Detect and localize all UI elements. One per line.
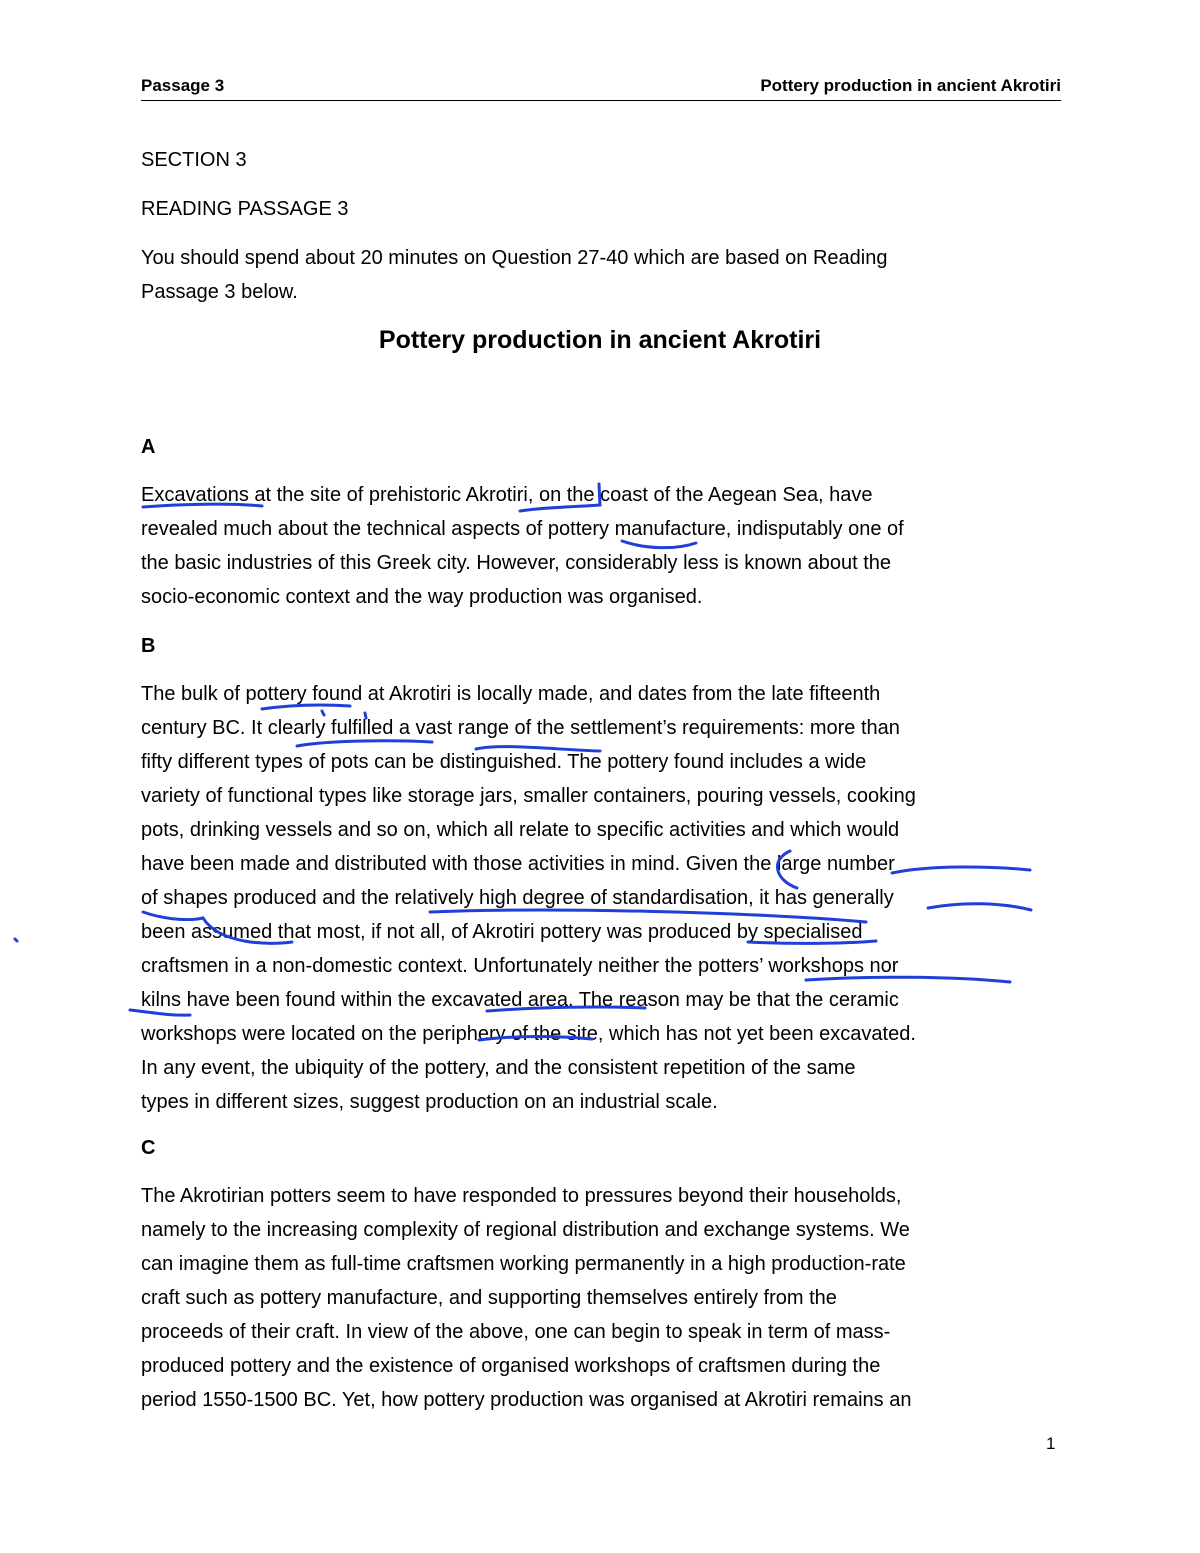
section-a-line: socio-economic context and the way production was organised. <box>141 586 703 608</box>
page-title: Pottery production in ancient Akrotiri <box>378 326 822 354</box>
section-b-line: types in different sizes, suggest production on an industrial scale. <box>141 1091 718 1113</box>
instruction-line-1: You should spend about 20 minutes on Question 27-40 which are based on Reading <box>141 247 888 269</box>
section-c-line: period 1550-1500 BC. Yet, how pottery production was organised at Akrotiri remains an <box>141 1389 912 1411</box>
section-a-line: the basic industries of this Greek city. However, considerably less is known about the <box>141 552 891 574</box>
instruction-line-2: Passage 3 below. <box>141 281 298 303</box>
section-a-line: Excavations at the site of prehistoric Akrotiri, on the coast of the Aegean Sea, have <box>141 484 873 506</box>
header-left: Passage 3 <box>141 76 225 95</box>
section-b-line: of shapes produced and the relatively high degree of standardisation, it has generally <box>141 887 894 909</box>
dot-margin <box>15 939 17 941</box>
section-a-letter: A <box>141 436 156 458</box>
section-b-line: have been made and distributed with those activities in mind. Given the large number <box>141 853 895 875</box>
section-c-letter: C <box>141 1137 156 1159</box>
section-b-line: variety of functional types like storage jars, smaller containers, pouring vessels, cooking <box>141 785 916 807</box>
section-c-line: namely to the increasing complexity of regional distribution and exchange systems. We <box>141 1219 910 1241</box>
section-c-line: The Akrotirian potters seem to have responded to pressures beyond their households, <box>141 1185 902 1207</box>
header-right: Pottery production in ancient Akrotiri <box>760 76 1061 95</box>
section-a-line: revealed much about the technical aspects of pottery manufacture, indisputably one of <box>141 518 904 540</box>
section-c-line: produced pottery and the existence of organised workshops of craftsmen during the <box>141 1355 881 1377</box>
section-b-line: been assumed that most, if not all, of Akrotiri pottery was produced by specialised <box>141 921 863 943</box>
underline-generally <box>928 904 1031 910</box>
page-number: 1 <box>1046 1434 1056 1453</box>
page-header <box>141 74 1061 101</box>
section-b-line: fifty different types of pots can be distinguished. The pottery found includes a wide <box>141 751 867 773</box>
section-label: SECTION 3 <box>141 149 247 171</box>
section-b-line: craftsmen in a non-domestic context. Unfortunately neither the potters’ workshops nor <box>141 955 899 977</box>
section-b-line: In any event, the ubiquity of the pottery, and the consistent repetition of the same <box>141 1057 856 1079</box>
section-b-line: century BC. It clearly fulfilled a vast range of the settlement’s requirements: more than <box>141 717 900 739</box>
section-c-line: can imagine them as full-time craftsmen working permanently in a high production-rate <box>141 1253 906 1275</box>
reading-passage-label: READING PASSAGE 3 <box>141 198 349 220</box>
section-b-letter: B <box>141 635 156 657</box>
section-b-line: pots, drinking vessels and so on, which all relate to specific activities and which would <box>141 819 900 841</box>
section-b-line: kilns have been found within the excavated area. The reason may be that the ceramic <box>141 989 899 1011</box>
section-c-line: craft such as pottery manufacture, and supporting themselves entirely from the <box>141 1287 837 1309</box>
section-b-line: workshops were located on the periphery of the site, which has not yet been excavated. <box>141 1023 916 1045</box>
underline-large-number <box>892 867 1030 873</box>
section-b-line: The bulk of pottery found at Akrotiri is locally made, and dates from the late fifteenth <box>141 683 881 705</box>
section-c-line: proceeds of their craft. In view of the above, one can begin to speak in term of mass- <box>141 1321 891 1343</box>
